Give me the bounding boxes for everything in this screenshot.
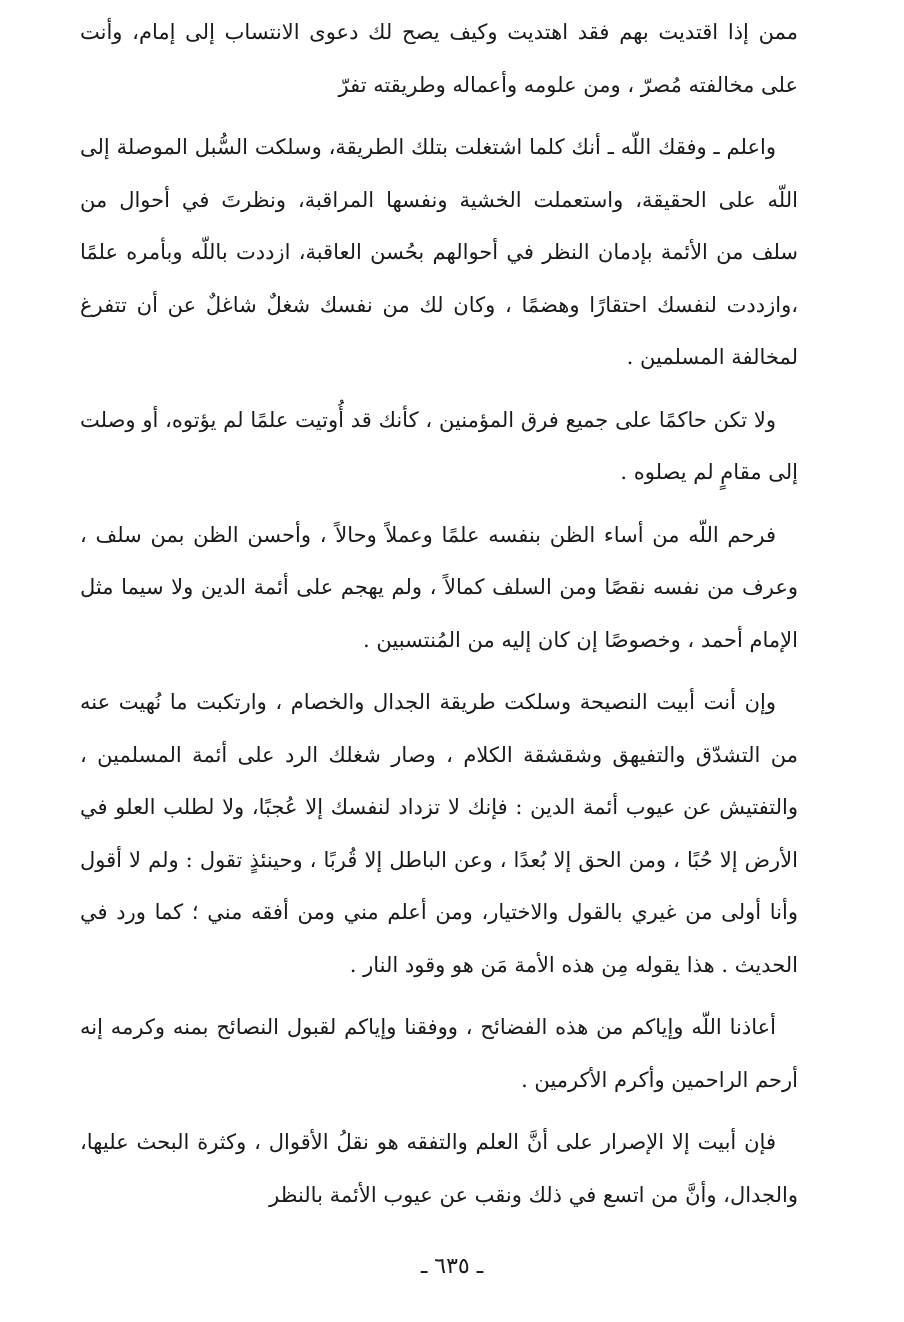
paragraph-7: فإن أبيت إلا الإصرار على أنَّ العلم والتفقه هو نقلُ الأقوال ، وكثرة البحث عليها، والجدال، وأنَّ من اتسع في ذلك ونقب عن عيوب الأئمة بالنظر <box>80 1130 798 1207</box>
paragraph-5: وإن أنت أبيت النصيحة وسلكت طريقة الجدال والخصام ، وارتكبت ما نُهيت عنه من التشدّق والتفيهق وشقشقة الكلام ، وصار شغلك الرد على أئمة المسلمين ، والتفتيش عن عيوب أئمة الدين : فإنك لا تزداد لنفسك إلا عُجبًا، ولا لطلب العلو في الأرض إلا حُبًا ، ومن الحق إلا بُعدًا ، وعن الباطل إلا قُربًا ، وحينئذٍ تقول : ولم لا أقول وأنا أولى من غيري بالقول والاختيار، ومن أعلم مني ومن أفقه مني ؛ كما ورد في الحديث . هذا يقوله مِن هذه الأمة مَن هو وقود النار . <box>80 690 798 977</box>
paragraph-4: فرحم اللّه من أساء الظن بنفسه علمًا وعملاً وحالاً ، وأحسن الظن بمن سلف ، وعرف من نفسه نقصًا ومن السلف كمالاً ، ولم يهجم على أئمة الدين ولا سيما مثل الإمام أحمد ، وخصوصًا إن كان إليه من المُنتسبين . <box>80 522 798 652</box>
page-body <box>80 6 798 1231</box>
paragraph-6: أعاذنا اللّه وإياكم من هذه الفضائح ، ووفقنا وإياكم لقبول النصائح بمنه وكرمه إنه أرحم الراحمين وأكرم الأكرمين . <box>80 1015 798 1092</box>
page-number: ـ ٦٣٥ ـ <box>420 1254 484 1279</box>
paragraph-2: واعلم ـ وفقك اللّه ـ أنك كلما اشتغلت بتلك الطريقة، وسلكت السُّبل الموصلة إلى اللّه على الحقيقة، واستعملت الخشية ونفسها المراقبة، ونظرتَ في أحوال من سلف من الأئمة بإدمان النظر في أحوالهم بحُسن العاقبة، ازددت باللّه وبأمره علمًا ،وازددت لنفسك احتقارًا وهضمًا ، وكان لك من نفسك شغلٌ شاغلٌ عن أن تتفرغ لمخالفة المسلمين . <box>80 135 798 369</box>
paragraph-3: ولا تكن حاكمًا على جميع فرق المؤمنين ، كأنك قد أُوتيت علمًا لم يؤتوه، أو وصلت إلى مقامٍ لم يصلوه . <box>80 407 798 484</box>
paragraph-1: ممن إذا اقتديت بهم فقد اهتديت وكيف يصح لك دعوى الانتساب إلى إمام، وأنت على مخالفته مُصرّ ، ومن علومه وأعماله وطريقته تفرّ <box>80 20 798 97</box>
